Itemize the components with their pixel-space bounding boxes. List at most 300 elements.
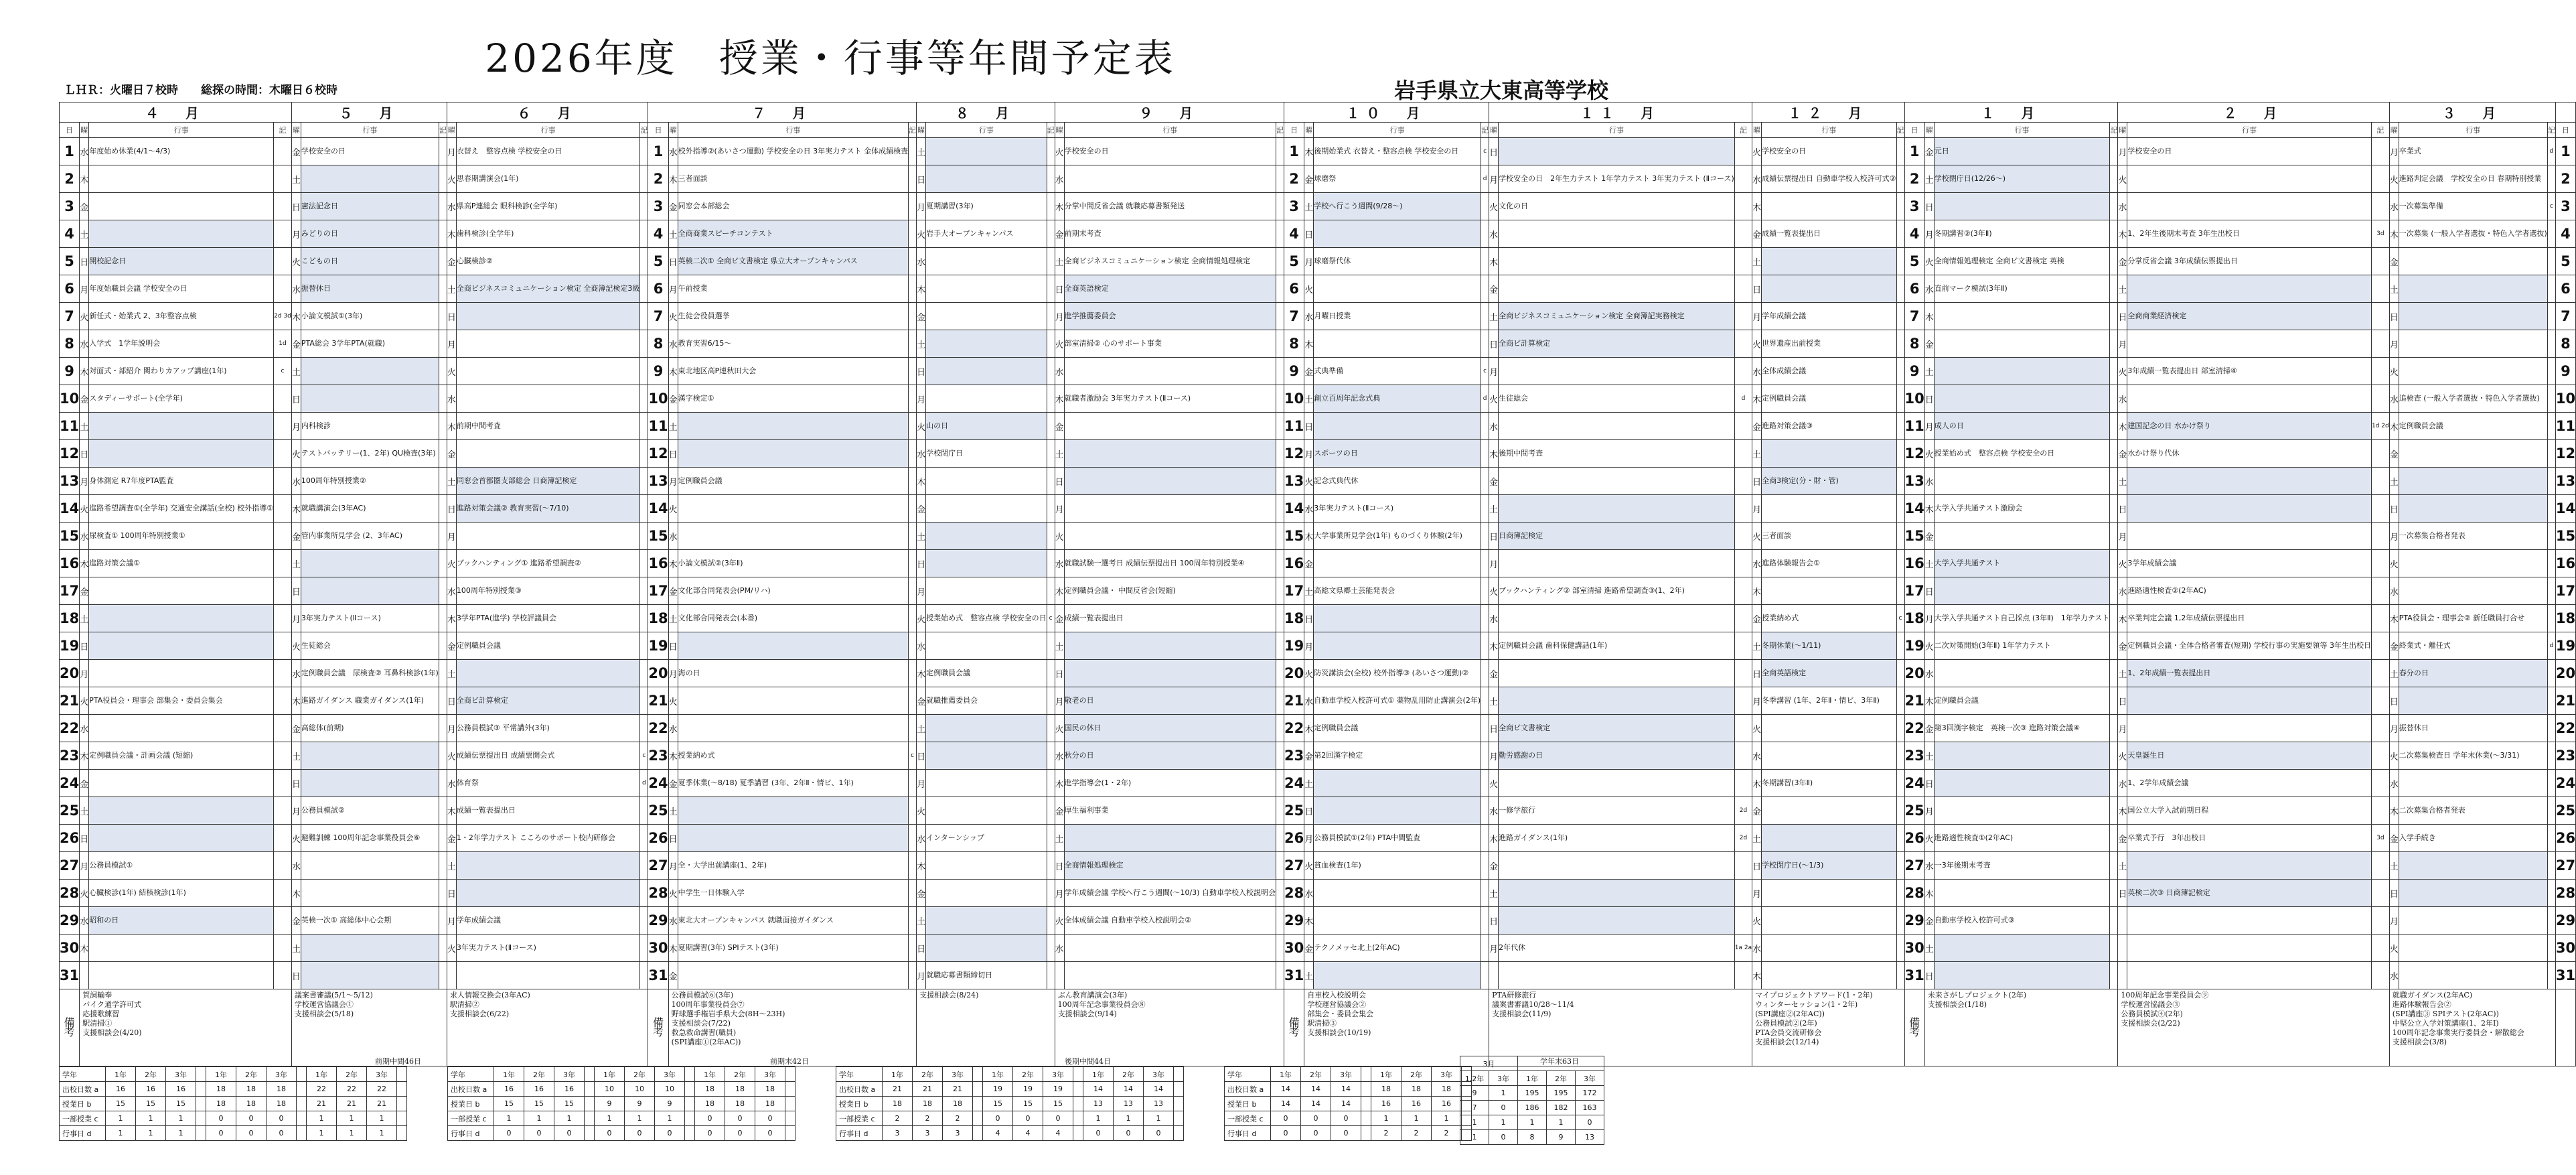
- stats-spacer: [397, 1111, 407, 1126]
- event-cell: 1・2年学力テスト こころのサポート校内研修会: [456, 825, 640, 852]
- event-cell: 漢字検定①: [678, 385, 909, 413]
- mark-cell: [1047, 660, 1055, 687]
- stats-value: 0: [1331, 1126, 1361, 1141]
- mark-cell: [439, 165, 447, 193]
- weekday-cell: 木: [1055, 385, 1064, 413]
- corner-cell: [2555, 102, 2575, 123]
- month-header: ２ 月: [2118, 102, 2389, 123]
- weekday-cell: [2118, 935, 2127, 962]
- day-number: 23: [1284, 742, 1304, 770]
- column-header-ev: 行事: [926, 123, 1047, 138]
- weekday-cell: 金: [1055, 797, 1064, 825]
- weekday-cell: 火: [1752, 523, 1762, 550]
- event-cell: 一修学旅行: [1499, 797, 1735, 825]
- mark-cell: [1481, 605, 1489, 632]
- day-row: [60, 605, 2576, 632]
- day-number: 4: [1904, 220, 1924, 248]
- mark-cell: [640, 687, 648, 715]
- stats-grade-header: 3年: [1489, 1071, 1518, 1086]
- mark-cell: c: [1896, 605, 1904, 632]
- weekday-cell: 日: [447, 687, 456, 715]
- stats-value: 0: [1114, 1126, 1144, 1141]
- mark-cell: [2110, 687, 2118, 715]
- mark-cell: d: [1734, 385, 1752, 413]
- event-cell: 定例職員会議・全体合格者審査(短期) 学校行事の実施要領等 3年生出校日: [2127, 632, 2372, 660]
- day-row: [60, 715, 2576, 742]
- mark-cell: [2547, 852, 2555, 880]
- mark-cell: [274, 523, 292, 550]
- day-number: 27: [2555, 852, 2575, 880]
- day-row: [60, 358, 2576, 385]
- weekday-cell: 火: [2389, 742, 2399, 770]
- weekday-cell: 月: [1055, 687, 1064, 715]
- event-cell: 貧血検査(1年): [1314, 852, 1481, 880]
- day-row: [60, 962, 2576, 989]
- day-row: [60, 907, 2576, 935]
- stats-grade-header: 2年: [337, 1067, 367, 1082]
- stats-value: 1: [1518, 1115, 1547, 1130]
- day-number: 15: [60, 523, 80, 550]
- event-cell: [926, 385, 1047, 413]
- day-number: 20: [1904, 660, 1924, 687]
- event-cell: 進路対策会議③: [1762, 413, 1896, 440]
- mark-cell: [274, 770, 292, 797]
- mark-cell: [274, 193, 292, 220]
- event-cell: 月曜日授業: [1314, 303, 1481, 330]
- event-cell: 勤労感謝の日: [1499, 742, 1735, 770]
- event-cell: 思春期講演会(1年): [456, 165, 640, 193]
- stats-spacer: [196, 1126, 206, 1141]
- weekday-cell: 水: [80, 330, 89, 358]
- mark-cell: c: [1047, 605, 1055, 632]
- mark-cell: [1734, 742, 1752, 770]
- weekday-cell: 月: [917, 770, 926, 797]
- mark-cell: [1896, 797, 1904, 825]
- mark-cell: [1481, 495, 1489, 523]
- mark-cell: [1047, 935, 1055, 962]
- mark-cell: [1276, 687, 1284, 715]
- event-cell: 全商ビ文書検定: [1499, 715, 1735, 742]
- day-number: 5: [60, 248, 80, 275]
- month-notes: ぶん教育講演会(3年) 100周年記念事業役員会⑧ 支援相談会(9/14): [1055, 989, 1284, 1066]
- day-number: 17: [2555, 577, 2575, 605]
- weekday-cell: 月: [291, 220, 301, 248]
- mark-cell: [439, 935, 447, 962]
- weekday-cell: 日: [291, 193, 301, 220]
- stats-spacer: [1073, 1082, 1083, 1097]
- event-cell: 進路適性検査②(2年AC): [2127, 577, 2372, 605]
- weekday-cell: 金: [668, 577, 678, 605]
- weekday-cell: 水: [1055, 935, 1064, 962]
- mark-cell: [909, 605, 917, 632]
- weekday-cell: 土: [447, 468, 456, 495]
- event-cell: [926, 248, 1047, 275]
- stats-value: 18: [695, 1082, 725, 1097]
- mark-cell: [439, 880, 447, 907]
- day-number: 9: [1904, 358, 1924, 385]
- event-cell: [926, 715, 1047, 742]
- event-cell: 定例職員会議: [456, 632, 640, 660]
- event-cell: 3年実力テスト(Ⅱコース): [456, 935, 640, 962]
- mark-cell: [2371, 330, 2389, 358]
- mark-cell: [439, 303, 447, 330]
- weekday-cell: 水: [917, 248, 926, 275]
- weekday-cell: 日: [1924, 577, 1934, 605]
- mark-cell: [2371, 687, 2389, 715]
- weekday-cell: 金: [291, 907, 301, 935]
- weekday-cell: 土: [2118, 852, 2127, 880]
- column-header-wd: 曜: [1304, 123, 1314, 138]
- event-cell: [301, 385, 439, 413]
- event-cell: 分掌中間反省会議 就職応募書類発送: [1064, 193, 1276, 220]
- event-cell: 自動車学校入校許可式① 薬物乱用防止講演会(2年): [1314, 687, 1481, 715]
- event-cell: [2399, 577, 2547, 605]
- mark-cell: [1734, 220, 1752, 248]
- mark-cell: [2110, 303, 2118, 330]
- mark-cell: [274, 935, 292, 962]
- stats-value: 0: [1489, 1130, 1518, 1145]
- event-cell: [456, 303, 640, 330]
- weekday-cell: 土: [1489, 495, 1499, 523]
- stats-value: 16: [554, 1082, 585, 1097]
- event-cell: 定例職員会議: [678, 468, 909, 495]
- day-number: 18: [1904, 605, 1924, 632]
- day-number: 24: [1904, 770, 1924, 797]
- weekday-cell: 月: [917, 577, 926, 605]
- day-number: 18: [648, 605, 668, 632]
- day-number: 27: [1904, 852, 1924, 880]
- mark-cell: [2371, 797, 2389, 825]
- day-number: 2: [60, 165, 80, 193]
- stats-spacer: [585, 1082, 595, 1097]
- weekday-cell: 水: [1489, 413, 1499, 440]
- event-cell: 進路希望調査①(全学年) 交通安全講話(全校) 校外指導①: [89, 495, 274, 523]
- event-cell: [2399, 880, 2547, 907]
- day-number: 28: [648, 880, 668, 907]
- mark-cell: [640, 523, 648, 550]
- day-number: 10: [1284, 385, 1304, 413]
- stats-row-label: 学年: [836, 1067, 883, 1082]
- event-cell: [1314, 550, 1481, 577]
- event-cell: 同窓会本部総会: [678, 193, 909, 220]
- stats-value: 1: [1460, 1115, 1489, 1130]
- weekday-cell: 金: [291, 715, 301, 742]
- event-cell: 東北大オープンキャンパス 就職面接ガイダンス: [678, 907, 909, 935]
- stats-row-label: 授業日 b: [448, 1097, 494, 1111]
- event-cell: 球磨祭代休: [1314, 248, 1481, 275]
- event-cell: 全商英語検定: [1064, 275, 1276, 303]
- mark-cell: [2371, 715, 2389, 742]
- mark-cell: [2547, 825, 2555, 852]
- day-row: [60, 797, 2576, 825]
- stats-spacer: [585, 1067, 595, 1082]
- mark-cell: [439, 660, 447, 687]
- stats-value: 1: [1460, 1130, 1489, 1145]
- event-cell: [926, 330, 1047, 358]
- event-cell: 学校へ行こう週間(9/28〜): [1314, 193, 1481, 220]
- column-header-wd: 曜: [1752, 123, 1762, 138]
- stats-spacer: [1361, 1097, 1371, 1111]
- column-header-day: 日: [648, 123, 668, 138]
- event-cell: [678, 413, 909, 440]
- mark-cell: [1896, 660, 1904, 687]
- event-cell: [2399, 440, 2547, 468]
- event-cell: 元日: [1934, 138, 2110, 165]
- column-header-mk: 記: [1896, 123, 1904, 138]
- mark-cell: [1896, 440, 1904, 468]
- day-number: 16: [2555, 550, 2575, 577]
- event-cell: 一次募集合格者発表: [2399, 523, 2547, 550]
- stats-value: 18: [1432, 1082, 1462, 1097]
- stats-value: 15: [106, 1097, 136, 1111]
- mark-cell: [1276, 468, 1284, 495]
- weekday-cell: 水: [668, 523, 678, 550]
- stats-value: 0: [1301, 1111, 1331, 1126]
- event-cell: 全商英語検定: [1762, 660, 1896, 687]
- mark-cell: 3d: [2371, 825, 2389, 852]
- weekday-cell: 土: [668, 413, 678, 440]
- stats-value: 2: [1371, 1126, 1401, 1141]
- month-notes: 賀詞輸奉 バイク通学許可式 応援歌練習 駅清掃① 支援相談会(4/20): [80, 989, 292, 1066]
- stats-value: 2: [943, 1111, 973, 1126]
- weekday-cell: 木: [1304, 330, 1314, 358]
- column-header-mk: 記: [439, 123, 447, 138]
- weekday-cell: 月: [80, 660, 89, 687]
- mark-cell: [909, 413, 917, 440]
- stats-value: 1: [337, 1111, 367, 1126]
- mark-cell: [2110, 935, 2118, 962]
- day-number: 4: [60, 220, 80, 248]
- day-number: 9: [1284, 358, 1304, 385]
- event-cell: [678, 632, 909, 660]
- stats-value: 0: [1576, 1115, 1604, 1130]
- stats-spacer: [1361, 1082, 1371, 1097]
- event-cell: 避難訓練 100周年記念事業役員会⑥: [301, 825, 439, 852]
- weekday-cell: 火: [2118, 742, 2127, 770]
- weekday-cell: 木: [1924, 495, 1934, 523]
- weekday-cell: 日: [917, 550, 926, 577]
- mark-cell: [1481, 907, 1489, 935]
- stats-grade-header: 2年: [913, 1067, 943, 1082]
- event-cell: [456, 880, 640, 907]
- mark-cell: [640, 330, 648, 358]
- weekday-cell: 金: [80, 193, 89, 220]
- stats-grade-header: 2年: [524, 1067, 554, 1082]
- event-cell: [301, 742, 439, 770]
- weekday-cell: 木: [917, 852, 926, 880]
- day-number: 13: [2555, 468, 2575, 495]
- stats-value: 14: [1114, 1082, 1144, 1097]
- event-cell: 生徒会役員選挙: [678, 303, 909, 330]
- event-cell: 英検二次③ 日商簿記検定: [2127, 880, 2372, 907]
- mark-cell: [1481, 550, 1489, 577]
- event-cell: [2127, 687, 2372, 715]
- event-cell: 追検査 (一般入学者選抜・特色入学者選抜): [2399, 385, 2547, 413]
- stats-value: 16: [106, 1082, 136, 1097]
- mark-cell: [1047, 523, 1055, 550]
- day-number: 16: [60, 550, 80, 577]
- day-row: [60, 742, 2576, 770]
- weekday-cell: 金: [291, 523, 301, 550]
- weekday-cell: 水: [917, 440, 926, 468]
- notes-label: 備考: [60, 989, 80, 1066]
- event-cell: 前期中間考査: [456, 413, 640, 440]
- weekday-cell: 日: [917, 742, 926, 770]
- day-number: 20: [1284, 660, 1304, 687]
- weekday-cell: 土: [668, 220, 678, 248]
- day-row: [60, 660, 2576, 687]
- stats-grade-header: 1年: [206, 1067, 236, 1082]
- stats-value: 14: [1083, 1082, 1114, 1097]
- mark-cell: [1481, 523, 1489, 550]
- weekday-cell: 火: [1304, 852, 1314, 880]
- day-number: 30: [2555, 935, 2575, 962]
- event-cell: [1762, 962, 1896, 989]
- stats-spacer: [973, 1097, 983, 1111]
- mark-cell: [2547, 687, 2555, 715]
- weekday-cell: 水: [1304, 880, 1314, 907]
- mark-cell: [2110, 852, 2118, 880]
- event-cell: 県高P連総会 眼科検診(全学年): [456, 193, 640, 220]
- day-number: 21: [60, 687, 80, 715]
- stats-value: 21: [943, 1082, 973, 1097]
- stats-row-label: 行事日 d: [60, 1126, 106, 1141]
- period-day-count: 前期中間46日: [375, 1057, 421, 1066]
- event-cell: [1314, 220, 1481, 248]
- event-cell: 敬老の日: [1064, 687, 1276, 715]
- event-cell: 直前マーク模試(3年Ⅱ): [1934, 275, 2110, 303]
- event-cell: こどもの日: [301, 248, 439, 275]
- day-number: 13: [1904, 468, 1924, 495]
- weekday-cell: 火: [1752, 330, 1762, 358]
- weekday-cell: 木: [80, 742, 89, 770]
- weekday-cell: 月: [1055, 303, 1064, 330]
- column-header-ev: 行事: [1314, 123, 1481, 138]
- day-number: 30: [1284, 935, 1304, 962]
- event-cell: [678, 962, 909, 989]
- weekday-cell: 日: [1924, 962, 1934, 989]
- event-cell: [89, 165, 274, 193]
- weekday-cell: 水: [1489, 220, 1499, 248]
- event-cell: 年度始職員会議 学校安全の日: [89, 275, 274, 303]
- weekday-cell: 水: [447, 577, 456, 605]
- event-cell: [1064, 825, 1276, 852]
- stats-value: 1: [307, 1126, 337, 1141]
- event-cell: [89, 962, 274, 989]
- weekday-cell: 土: [1924, 550, 1934, 577]
- mark-cell: c: [1481, 138, 1489, 165]
- mark-cell: [1047, 632, 1055, 660]
- weekday-cell: 水: [1304, 495, 1314, 523]
- day-number: 16: [648, 550, 668, 577]
- event-cell: 自動車学校入校許可式③: [1934, 907, 2110, 935]
- weekday-cell: 金: [447, 632, 456, 660]
- weekday-cell: 水: [2389, 770, 2399, 797]
- weekday-cell: 木: [2118, 605, 2127, 632]
- notes-label: 備考: [1284, 989, 1304, 1066]
- stats-value: 10: [625, 1082, 655, 1097]
- stats-grade-header: 1,2年: [1460, 1071, 1489, 1086]
- event-cell: [2127, 330, 2372, 358]
- event-cell: [678, 687, 909, 715]
- event-cell: [1064, 440, 1276, 468]
- column-header-mk: 記: [2547, 123, 2555, 138]
- stats-value: 21: [913, 1082, 943, 1097]
- event-cell: 建国記念の日 水かけ祭り: [2127, 413, 2372, 440]
- event-cell: [926, 495, 1047, 523]
- mark-cell: [640, 385, 648, 413]
- event-cell: [678, 715, 909, 742]
- mark-cell: [274, 440, 292, 468]
- event-cell: [1499, 468, 1735, 495]
- weekday-cell: [1489, 962, 1499, 989]
- stats-grade-header: 3年: [1331, 1067, 1361, 1082]
- day-number: 27: [1284, 852, 1304, 880]
- mark-cell: [1481, 193, 1489, 220]
- weekday-cell: 火: [1752, 138, 1762, 165]
- weekday-cell: 日: [668, 632, 678, 660]
- mark-cell: [1047, 962, 1055, 989]
- mark-cell: 2d: [1734, 797, 1752, 825]
- weekday-cell: 土: [447, 660, 456, 687]
- event-cell: 創立百周年記念式典: [1314, 385, 1481, 413]
- mark-cell: [2110, 330, 2118, 358]
- mark-cell: [1896, 468, 1904, 495]
- stats-value: 1: [1401, 1111, 1432, 1126]
- stats-spacer: [1174, 1126, 1184, 1141]
- event-cell: [1499, 495, 1735, 523]
- column-header-day: 日: [60, 123, 80, 138]
- stats-spacer: [685, 1097, 695, 1111]
- day-row: [60, 138, 2576, 165]
- mark-cell: [640, 413, 648, 440]
- event-cell: [456, 440, 640, 468]
- mark-cell: 2d: [1734, 825, 1752, 852]
- day-number: 4: [2555, 220, 2575, 248]
- weekday-cell: 月: [1752, 495, 1762, 523]
- stats-value: 1: [106, 1126, 136, 1141]
- mark-cell: [640, 303, 648, 330]
- mark-cell: [274, 385, 292, 413]
- event-cell: 学校閉庁日(〜1/3): [1762, 852, 1896, 880]
- event-cell: [1934, 962, 2110, 989]
- day-number: 3: [2555, 193, 2575, 220]
- mark-cell: [2371, 907, 2389, 935]
- weekday-cell: 土: [1752, 632, 1762, 660]
- stats-value: 186: [1518, 1101, 1547, 1115]
- mark-cell: [1481, 742, 1489, 770]
- day-number: 5: [648, 248, 668, 275]
- weekday-cell: 水: [917, 825, 926, 852]
- mark-cell: [909, 577, 917, 605]
- day-number: 22: [1284, 715, 1304, 742]
- stats-value: 1: [524, 1111, 554, 1126]
- mark-cell: [1047, 303, 1055, 330]
- event-cell: [1934, 303, 2110, 330]
- mark-cell: [1481, 715, 1489, 742]
- event-cell: [2399, 248, 2547, 275]
- stats-row-label: 学年: [60, 1067, 106, 1082]
- column-header-wd: 曜: [1924, 123, 1934, 138]
- stats-row-label: 行事日 d: [1225, 1126, 1271, 1141]
- event-cell: 3学年成績会議: [2127, 550, 2372, 577]
- weekday-cell: 木: [1752, 962, 1762, 989]
- weekday-cell: 土: [1489, 880, 1499, 907]
- event-cell: [301, 852, 439, 880]
- mark-cell: [2110, 770, 2118, 797]
- stats-value: 9: [655, 1097, 685, 1111]
- stats-value: 15: [494, 1097, 524, 1111]
